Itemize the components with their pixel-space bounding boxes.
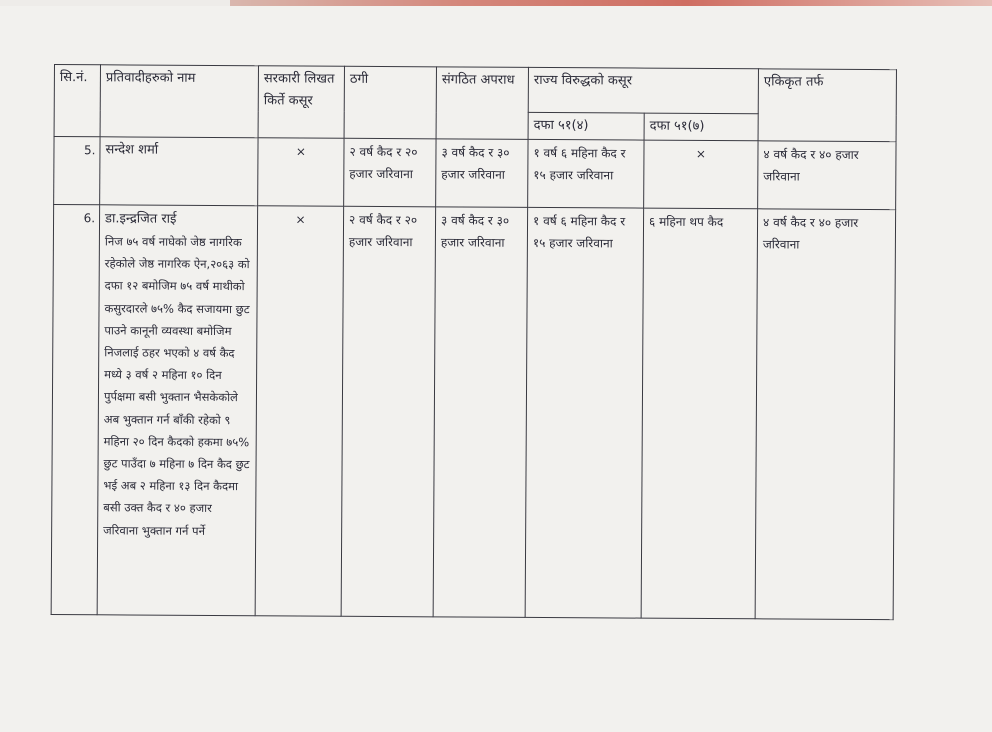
header-row [54, 65, 896, 115]
header-fraud: ठगी [344, 66, 436, 139]
organized-crime-cell: ३ वर्ष कैद र ३० हजार जरिवाना [436, 139, 528, 208]
section-51-7-cell: × [644, 140, 758, 209]
header-consolidated: एकिकृत तर्फ [758, 69, 896, 142]
section-51-4-cell: १ वर्ष ६ महिना कैद र १५ हजार जरिवाना [528, 139, 644, 208]
section-51-7-cell: ६ महिना थप कैद [641, 208, 758, 619]
table-row [54, 137, 896, 210]
sentence-table-region [50, 64, 896, 652]
govt-document-forgery-cell: × [255, 206, 344, 617]
section-51-4-cell: १ वर्ष ६ महिना कैद र १५ हजार जरिवाना [525, 207, 644, 618]
defendant-cell [97, 205, 258, 616]
fraud-cell: २ वर्ष कैद र २० हजार जरिवाना [344, 138, 436, 207]
row-sn: 5. [54, 137, 100, 205]
sentence-table [51, 64, 897, 620]
scanned-page [0, 6, 992, 732]
defendant-name: सन्देश शर्मा [100, 137, 258, 206]
header-crimes-against-state: राज्य विरुद्धको कसूर [528, 67, 758, 113]
header-section-51-7: दफा ५१(७) [644, 113, 758, 141]
fraud-cell: २ वर्ष कैद र २० हजार जरिवाना [341, 206, 436, 617]
header-section-51-4: दफा ५१(४) [528, 112, 644, 140]
consolidated-cell: ४ वर्ष कैद र ४० हजार जरिवाना [758, 141, 896, 210]
header-defendant-name: प्रतिवादीहरुको नाम [100, 65, 258, 138]
sentence-reduction-note: निज ७५ वर्ष नाघेको जेष्ठ नागरिक रहेकोले जेष्ठ नागरिक ऐन,२०६३ को दफा १२ बमोजिम ७५ वर्ष माथीको कसुरदारले ७५% कैद सजायमा छुट पाउने कानूनी व्यवस्था बमोजिम निजलाई ठहर भएको ४ वर्ष कैद मध्ये ३ वर्ष २ महिना १० दिन पुर्पक्षमा बसी भुक्तान भैसकेकोले अब भुक्तान गर्न बाँकी रहेको ९ महिना २० दिन कैदको हकमा ७५% छुट पाउँदा ७ महिना ७ दिन कैद छुट भई अब २ महिना १३ दिन कैदमा बसी उक्त कैद र ४० हजार जरिवाना भुक्तान गर्न पर्ने [103, 234, 250, 538]
row-sn: 6. [51, 205, 100, 615]
header-organized-crime: संगठित अपराध [436, 67, 528, 140]
header-sn: सि.नं. [54, 65, 100, 137]
govt-document-forgery-cell: × [258, 138, 344, 207]
consolidated-cell: ४ वर्ष कैद र ४० हजार जरिवाना [755, 209, 896, 620]
header-govt-document-forgery: सरकारी लिखत किर्ते कसूर [258, 66, 344, 139]
defendant-name: डा.इन्द्रजित राई [105, 211, 177, 227]
table-row [51, 205, 895, 620]
organized-crime-cell: ३ वर्ष कैद र ३० हजार जरिवाना [433, 207, 528, 618]
